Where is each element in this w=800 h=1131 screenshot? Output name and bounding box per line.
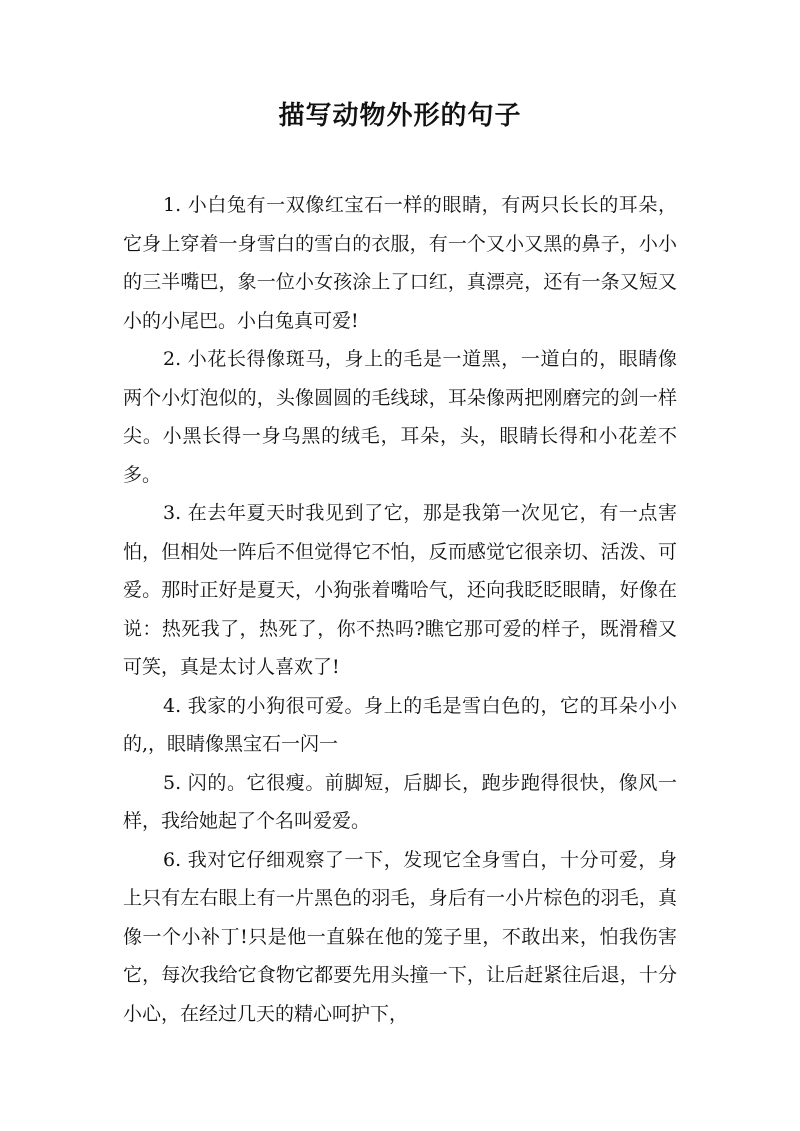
- paragraph-6: 6. 我对它仔细观察了一下，发现它全身雪白，十分可爱，身上只有左右眼上有一片黑色的羽毛，身后有一小片棕色的羽毛，真像一个小补丁!只是他一直躲在他的笼子里，不敢出来，怕我伤害它，每次我给它食物它都要先用头撞一下，让后赶紧往后退，十分小心，在经过几天的精心呵护下，: [123, 848, 677, 1025]
- paragraph-3: 3. 在去年夏天时我见到了它，那是我第一次见它，有一点害怕，但相处一阵后不但觉得它不怕，反而感觉它很亲切、活泼、可爱。那时正好是夏天，小狗张着嘴哈气，还向我眨眨眼睛，好像在说：热死我了，热死了，你不热吗?瞧它那可爱的样子，既滑稽又可笑，真是太讨人喜欢了!: [123, 502, 677, 678]
- page-title: 描写动物外形的句子: [278, 101, 522, 131]
- paragraph-4: 4. 我家的小狗很可爱。身上的毛是雪白色的，它的耳朵小小的,，眼睛像黑宝石一闪一: [123, 694, 677, 755]
- paragraph-2: 2. 小花长得像斑马，身上的毛是一道黑，一道白的，眼睛像两个小灯泡似的，头像圆圆的毛线球，耳朵像两把刚磨完的剑一样尖。小黑长得一身乌黑的绒毛，耳朵，头，眼睛长得和小花差不多。: [123, 348, 677, 486]
- document-body: [123, 186, 677, 1033]
- paragraph-1: 1. 小白兔有一双像红宝石一样的眼睛，有两只长长的耳朵，它身上穿着一身雪白的雪白的衣服，有一个又小又黑的鼻子，小小的三半嘴巴，象一位小女孩涂上了口红，真漂亮，还有一条又短又小的小尾巴。小白兔真可爱!: [123, 194, 677, 332]
- paragraph-5: 5. 闪的。它很瘦。前脚短，后脚长，跑步跑得很快，像风一样，我给她起了个名叫爱爱。: [123, 771, 677, 832]
